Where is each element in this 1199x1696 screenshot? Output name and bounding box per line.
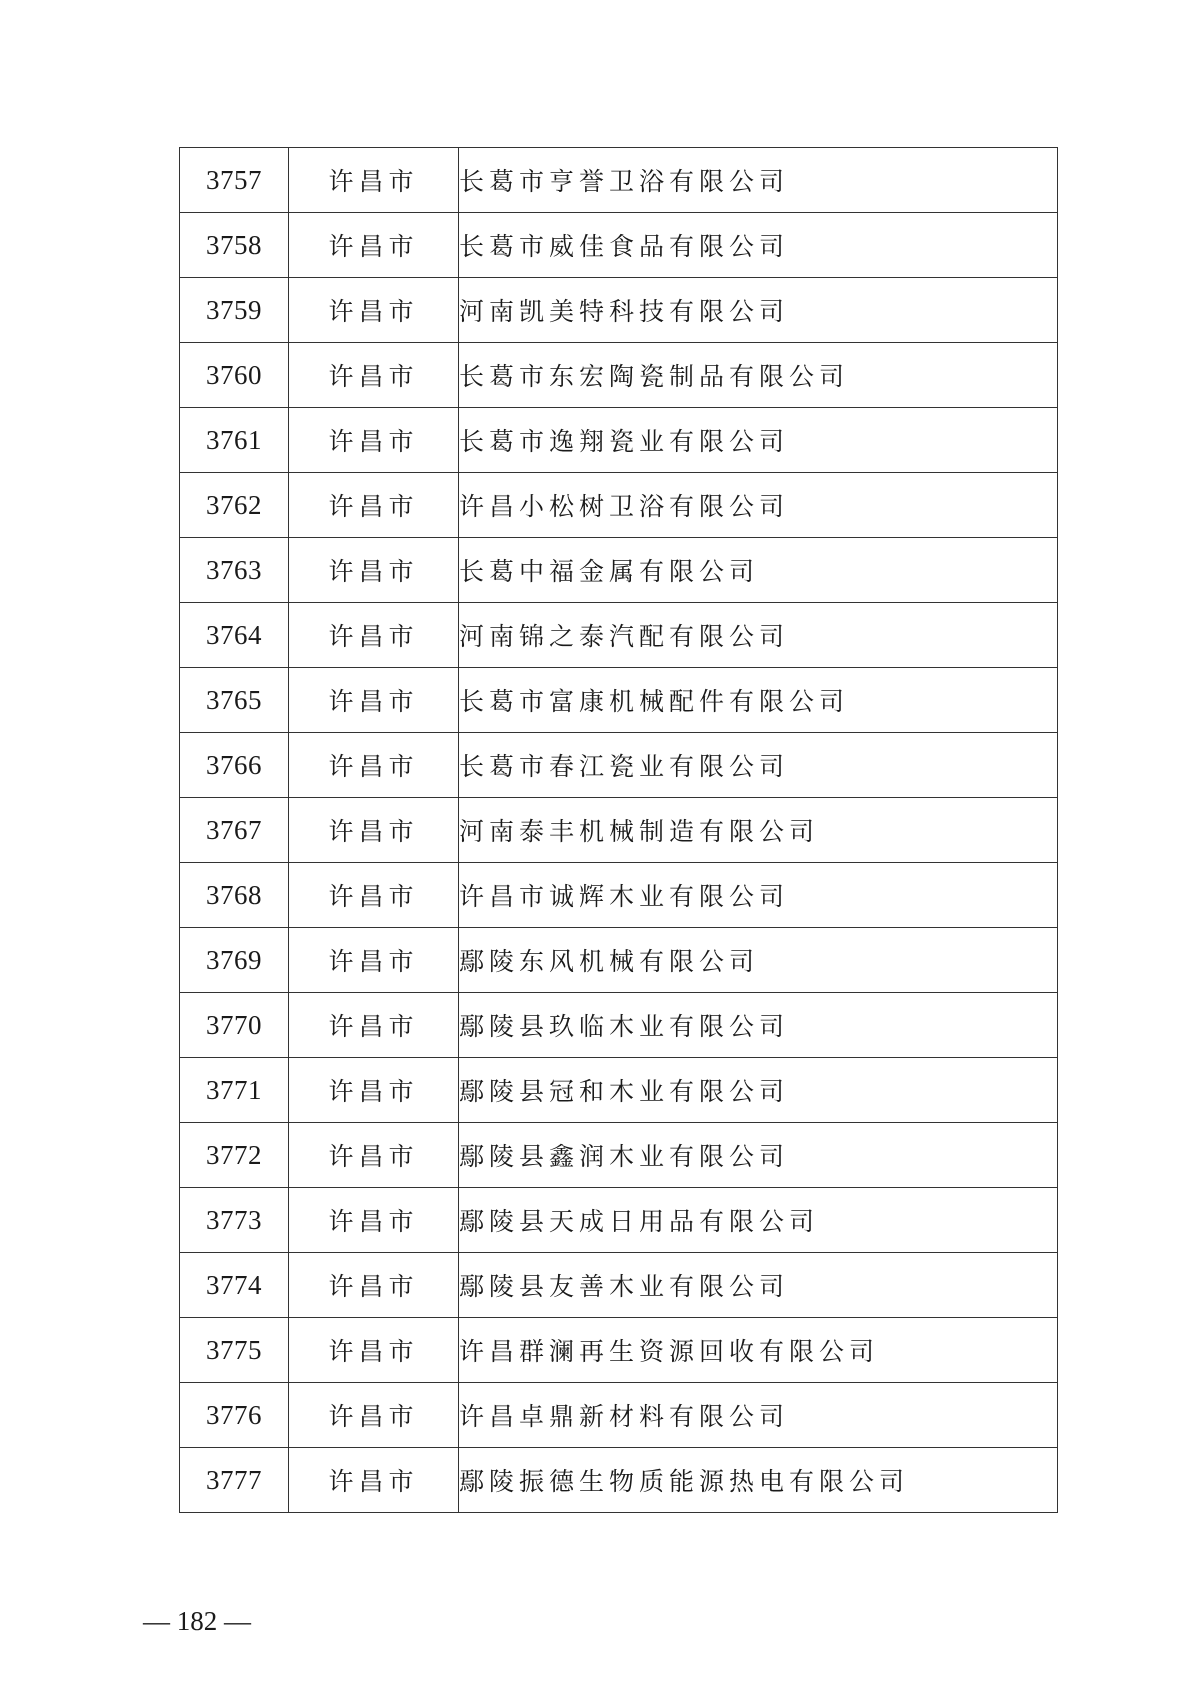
row-number: 3777 <box>180 1448 289 1513</box>
row-number: 3768 <box>180 863 289 928</box>
row-number: 3758 <box>180 213 289 278</box>
row-company-name: 长葛市逸翔瓷业有限公司 <box>459 408 1058 473</box>
row-number: 3757 <box>180 148 289 213</box>
row-number: 3761 <box>180 408 289 473</box>
table-row <box>180 538 1058 603</box>
row-city: 许昌市 <box>289 928 459 993</box>
row-company-name: 长葛市富康机械配件有限公司 <box>459 668 1058 733</box>
row-number: 3759 <box>180 278 289 343</box>
row-number: 3765 <box>180 668 289 733</box>
row-city: 许昌市 <box>289 863 459 928</box>
table-row <box>180 1188 1058 1253</box>
row-company-name: 许昌群澜再生资源回收有限公司 <box>459 1318 1058 1383</box>
table-row <box>180 408 1058 473</box>
row-number: 3771 <box>180 1058 289 1123</box>
table-row <box>180 343 1058 408</box>
row-number: 3764 <box>180 603 289 668</box>
table-row <box>180 1058 1058 1123</box>
table-row <box>180 213 1058 278</box>
row-city: 许昌市 <box>289 733 459 798</box>
row-city: 许昌市 <box>289 538 459 603</box>
table-row <box>180 148 1058 213</box>
table-row <box>180 1383 1058 1448</box>
table-row <box>180 603 1058 668</box>
row-city: 许昌市 <box>289 1383 459 1448</box>
row-number: 3769 <box>180 928 289 993</box>
table-row <box>180 1448 1058 1513</box>
row-city: 许昌市 <box>289 1058 459 1123</box>
row-company-name: 鄢陵县鑫润木业有限公司 <box>459 1123 1058 1188</box>
table-row <box>180 928 1058 993</box>
row-number: 3762 <box>180 473 289 538</box>
row-company-name: 长葛中福金属有限公司 <box>459 538 1058 603</box>
row-company-name: 许昌卓鼎新材料有限公司 <box>459 1383 1058 1448</box>
row-city: 许昌市 <box>289 473 459 538</box>
row-number: 3767 <box>180 798 289 863</box>
row-city: 许昌市 <box>289 343 459 408</box>
row-number: 3774 <box>180 1253 289 1318</box>
row-city: 许昌市 <box>289 1318 459 1383</box>
row-company-name: 长葛市东宏陶瓷制品有限公司 <box>459 343 1058 408</box>
row-company-name: 鄢陵县冠和木业有限公司 <box>459 1058 1058 1123</box>
table-row <box>180 473 1058 538</box>
row-city: 许昌市 <box>289 1448 459 1513</box>
row-number: 3772 <box>180 1123 289 1188</box>
row-company-name: 鄢陵东风机械有限公司 <box>459 928 1058 993</box>
row-city: 许昌市 <box>289 278 459 343</box>
company-list-table <box>179 147 1058 1513</box>
row-company-name: 许昌小松树卫浴有限公司 <box>459 473 1058 538</box>
row-city: 许昌市 <box>289 148 459 213</box>
row-company-name: 鄢陵县天成日用品有限公司 <box>459 1188 1058 1253</box>
page-number: — 182 — <box>143 1606 251 1636</box>
row-city: 许昌市 <box>289 1253 459 1318</box>
row-number: 3766 <box>180 733 289 798</box>
row-number: 3775 <box>180 1318 289 1383</box>
table-row <box>180 863 1058 928</box>
table-row <box>180 993 1058 1058</box>
row-company-name: 鄢陵振德生物质能源热电有限公司 <box>459 1448 1058 1513</box>
row-company-name: 长葛市威佳食品有限公司 <box>459 213 1058 278</box>
row-city: 许昌市 <box>289 603 459 668</box>
row-city: 许昌市 <box>289 1123 459 1188</box>
row-number: 3770 <box>180 993 289 1058</box>
row-city: 许昌市 <box>289 213 459 278</box>
table-body <box>180 148 1058 1513</box>
row-city: 许昌市 <box>289 408 459 473</box>
table-row <box>180 733 1058 798</box>
row-number: 3773 <box>180 1188 289 1253</box>
table-row <box>180 1253 1058 1318</box>
table-row <box>180 278 1058 343</box>
row-company-name: 长葛市春江瓷业有限公司 <box>459 733 1058 798</box>
row-company-name: 河南泰丰机械制造有限公司 <box>459 798 1058 863</box>
row-company-name: 河南锦之泰汽配有限公司 <box>459 603 1058 668</box>
table-row <box>180 798 1058 863</box>
row-city: 许昌市 <box>289 668 459 733</box>
row-company-name: 河南凯美特科技有限公司 <box>459 278 1058 343</box>
table-row <box>180 668 1058 733</box>
row-city: 许昌市 <box>289 798 459 863</box>
table-row <box>180 1123 1058 1188</box>
row-company-name: 长葛市亨誉卫浴有限公司 <box>459 148 1058 213</box>
table-row <box>180 1318 1058 1383</box>
row-company-name: 许昌市诚辉木业有限公司 <box>459 863 1058 928</box>
row-number: 3776 <box>180 1383 289 1448</box>
row-company-name: 鄢陵县友善木业有限公司 <box>459 1253 1058 1318</box>
row-company-name: 鄢陵县玖临木业有限公司 <box>459 993 1058 1058</box>
row-city: 许昌市 <box>289 993 459 1058</box>
row-number: 3763 <box>180 538 289 603</box>
row-city: 许昌市 <box>289 1188 459 1253</box>
row-number: 3760 <box>180 343 289 408</box>
